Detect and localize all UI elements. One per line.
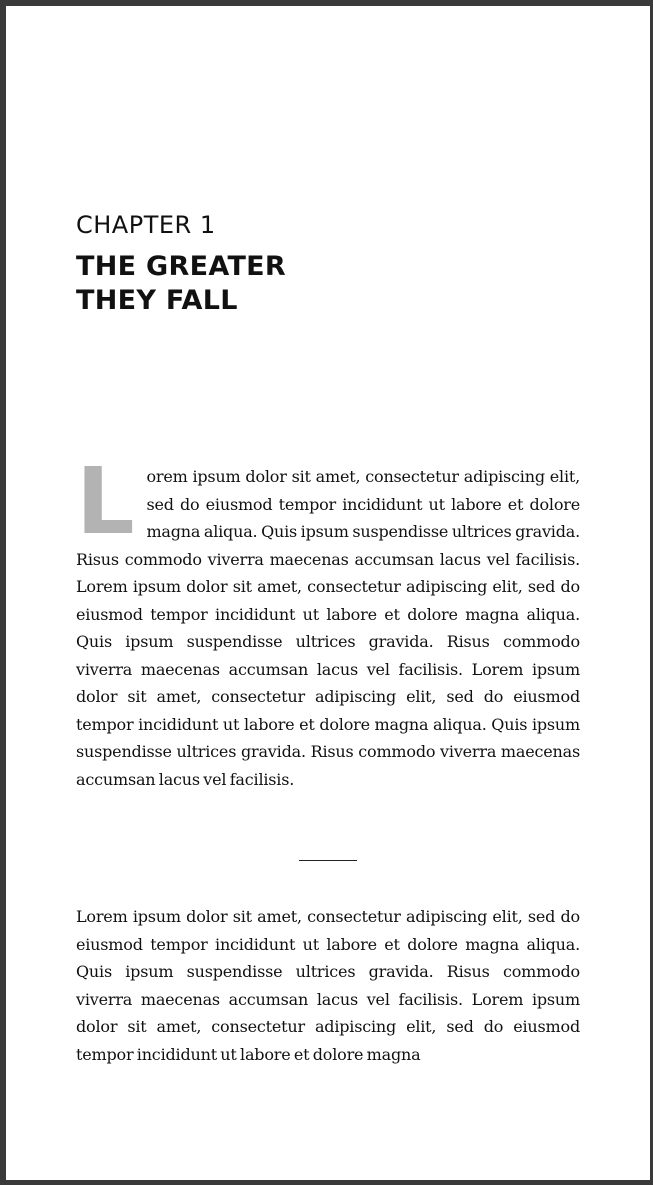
chapter-title-line-2: THEY FALL — [76, 285, 238, 316]
chapter-title — [76, 250, 286, 318]
chapter-label: CHAPTER 1 — [76, 211, 216, 239]
paragraph-1-text: orem ipsum dolor sit amet, consectetur adipiscing elit, sed do eiusmod tempor incididunt ut labore et dolore magna aliqua. Quis ipsum suspendisse ultrices gravida. Risus commodo viverra maecenas accumsan lacus vel facilisis. Lorem ipsum dolor sit amet, consectetur adipiscing elit, sed do eiusmod tempor incididunt ut labore et dolore magna aliqua. Quis ipsum suspendisse ultrices gravida. Risus commodo viverra maecenas accumsan lacus vel facilisis. Lorem ipsum dolor sit amet, consectetur adipiscing elit, sed do eiusmod tempor incididunt ut labore et dolore magna aliqua. Quis ipsum suspendisse ultrices gravida. Risus commodo viverra maecenas accumsan lacus vel facilisis. — [76, 467, 580, 789]
drop-cap: L — [76, 448, 135, 555]
body-paragraph-2: Lorem ipsum dolor sit amet, consectetur adipiscing elit, sed do eiusmod tempor incididunt ut labore et dolore magna aliqua. Quis ipsum suspendisse ultrices gravida. Risus commodo viverra maecenas accumsan lacus vel facilisis. Lorem ipsum dolor sit amet, consectetur adipiscing elit, sed do eiusmod tempor incididunt ut labore et dolore magna — [76, 907, 580, 1064]
body-paragraph-1 — [76, 448, 580, 793]
section-separator — [299, 860, 357, 861]
chapter-title-line-1: THE GREATER — [76, 251, 287, 282]
book-page — [6, 6, 650, 1180]
